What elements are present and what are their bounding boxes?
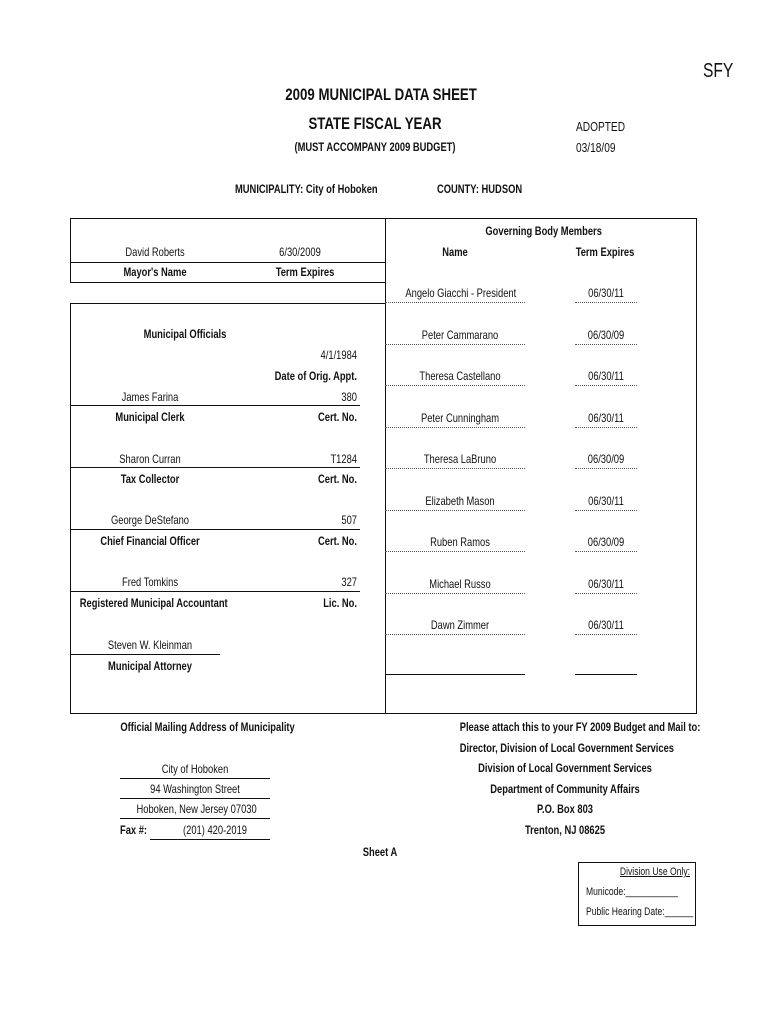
mail-to-line: Director, Division of Local Government Services <box>459 741 675 755</box>
adopted-date: 03/18/09 <box>576 140 616 155</box>
gb-member-term: 06/30/11 <box>588 369 624 383</box>
gb-member-term-rule <box>575 510 637 511</box>
mailing-line-1: City of Hoboken <box>161 762 229 776</box>
clerk-title: Municipal Clerk <box>115 410 185 424</box>
tax-collector-title: Tax Collector <box>120 472 180 486</box>
gb-member-name: Peter Cammarano <box>421 328 499 342</box>
gb-member-term: 06/30/11 <box>588 618 624 632</box>
clerk-name: James Farina <box>121 390 179 404</box>
gb-member-name-rule <box>385 468 525 469</box>
clerk-divider <box>70 405 360 406</box>
cfo-cert: 507 <box>341 513 357 527</box>
officials-box <box>70 303 386 714</box>
officials-heading: Municipal Officials <box>143 327 227 341</box>
gb-member-term-rule <box>575 385 637 386</box>
budget-note: (MUST ACCOMPANY 2009 BUDGET) <box>294 140 456 154</box>
gb-member-name-rule <box>385 385 525 386</box>
accountant-divider <box>70 591 360 592</box>
gb-member-name-rule <box>385 634 525 635</box>
accountant-title: Registered Municipal Accountant <box>79 596 228 610</box>
gb-member-term-rule <box>575 634 637 635</box>
gb-member-name: Michael Russo <box>429 577 491 591</box>
tax-collector-divider <box>70 467 360 468</box>
gb-member-name-rule <box>385 593 525 594</box>
mayor-term: 6/30/2009 <box>279 245 321 259</box>
appt-date: 4/1/1984 <box>320 348 357 362</box>
municipality-label: MUNICIPALITY: City of Hoboken <box>235 182 378 196</box>
accountant-license: 327 <box>341 575 357 589</box>
adopted-label: ADOPTED <box>576 119 626 134</box>
mailing-line-3-rule <box>120 818 270 819</box>
gb-member-term: 06/30/09 <box>587 535 625 549</box>
tax-collector-name: Sharon Curran <box>119 452 181 466</box>
gb-member-name-rule <box>385 344 525 345</box>
public-hearing-field: Public Hearing Date:______ <box>586 906 694 918</box>
attorney-title: Municipal Attorney <box>108 659 192 673</box>
gb-member-name: Peter Cunningham <box>420 411 500 425</box>
mayor-name: David Roberts <box>125 245 185 259</box>
governing-body-heading: Governing Body Members <box>485 224 602 238</box>
gb-member-term-rule <box>575 344 637 345</box>
gb-member-name: Elizabeth Mason <box>425 494 495 508</box>
gb-member-name-rule <box>385 427 525 428</box>
mayor-divider <box>70 262 386 263</box>
gb-member-name: Angelo Giacchi - President <box>405 286 517 300</box>
gb-member-name-rule <box>385 510 525 511</box>
attorney-divider <box>70 654 220 655</box>
gb-member-term-rule <box>575 427 637 428</box>
fax-number: (201) 420-2019 <box>182 823 248 837</box>
fax-label: Fax #: <box>120 823 148 837</box>
gb-member-term: 06/30/11 <box>588 494 624 508</box>
gb-blank-term-line <box>575 674 637 675</box>
cfo-name: George DeStefano <box>110 513 190 527</box>
accountant-name: Fred Tomkins <box>121 575 179 589</box>
gb-member-term: 06/30/11 <box>588 411 624 425</box>
clerk-cert-label: Cert. No. <box>317 410 357 424</box>
gb-member-name: Theresa Castellano <box>419 369 501 383</box>
division-use-title: Division Use Only: <box>619 866 690 878</box>
gb-member-term: 06/30/09 <box>587 452 625 466</box>
page-title: 2009 MUNICIPAL DATA SHEET <box>285 85 477 104</box>
tax-collector-cert-label: Cert. No. <box>317 472 357 486</box>
county-label: COUNTY: HUDSON <box>437 182 523 196</box>
attorney-name: Steven W. Kleinman <box>107 638 193 652</box>
gb-member-term: 06/30/11 <box>588 577 624 591</box>
gb-name-column: Name <box>442 245 468 259</box>
mail-to-line: Department of Community Affairs <box>490 782 640 796</box>
sheet-label: Sheet A <box>362 845 398 859</box>
page-subtitle: STATE FISCAL YEAR <box>308 114 442 133</box>
cfo-cert-label: Cert. No. <box>317 534 357 548</box>
gb-member-term-rule <box>575 551 637 552</box>
gb-member-term-rule <box>575 302 637 303</box>
mailing-line-1-rule <box>120 778 270 779</box>
accountant-license-label: Lic. No. <box>323 596 357 610</box>
gb-member-name: Dawn Zimmer <box>430 618 490 632</box>
mail-to-line: P.O. Box 803 <box>536 802 594 816</box>
appt-label: Date of Orig. Appt. <box>274 369 357 383</box>
gb-member-term: 06/30/09 <box>587 328 625 342</box>
mail-to-line: Trenton, NJ 08625 <box>524 823 606 837</box>
cfo-title: Chief Financial Officer <box>100 534 200 548</box>
gb-member-name-rule <box>385 551 525 552</box>
mayor-term-label: Term Expires <box>275 265 335 279</box>
mailing-line-2-rule <box>120 798 270 799</box>
mailing-line-2: 94 Washington Street <box>150 782 240 796</box>
mayor-name-label: Mayor's Name <box>123 265 187 279</box>
mailing-heading: Official Mailing Address of Municipality <box>120 720 295 734</box>
tax-collector-cert: T1284 <box>330 452 357 466</box>
fax-rule <box>150 839 270 840</box>
municode-field: Municode:___________ <box>586 886 679 898</box>
gb-member-term: 06/30/11 <box>588 286 624 300</box>
mail-to-line: Division of Local Government Services <box>478 761 652 775</box>
gb-member-name: Theresa LaBruno <box>423 452 497 466</box>
gb-member-name: Ruben Ramos <box>430 535 490 549</box>
clerk-cert: 380 <box>341 390 357 404</box>
mail-to-line: Please attach this to your FY 2009 Budget and Mail to: <box>459 720 701 734</box>
gb-term-column: Term Expires <box>575 245 635 259</box>
gb-member-name-rule <box>385 302 525 303</box>
cfo-divider <box>70 529 360 530</box>
gb-member-term-rule <box>575 593 637 594</box>
gb-blank-name-line <box>385 674 525 675</box>
gb-member-term-rule <box>575 468 637 469</box>
sheet-code: SFY <box>703 60 734 82</box>
mailing-line-3: Hoboken, New Jersey 07030 <box>136 802 257 816</box>
